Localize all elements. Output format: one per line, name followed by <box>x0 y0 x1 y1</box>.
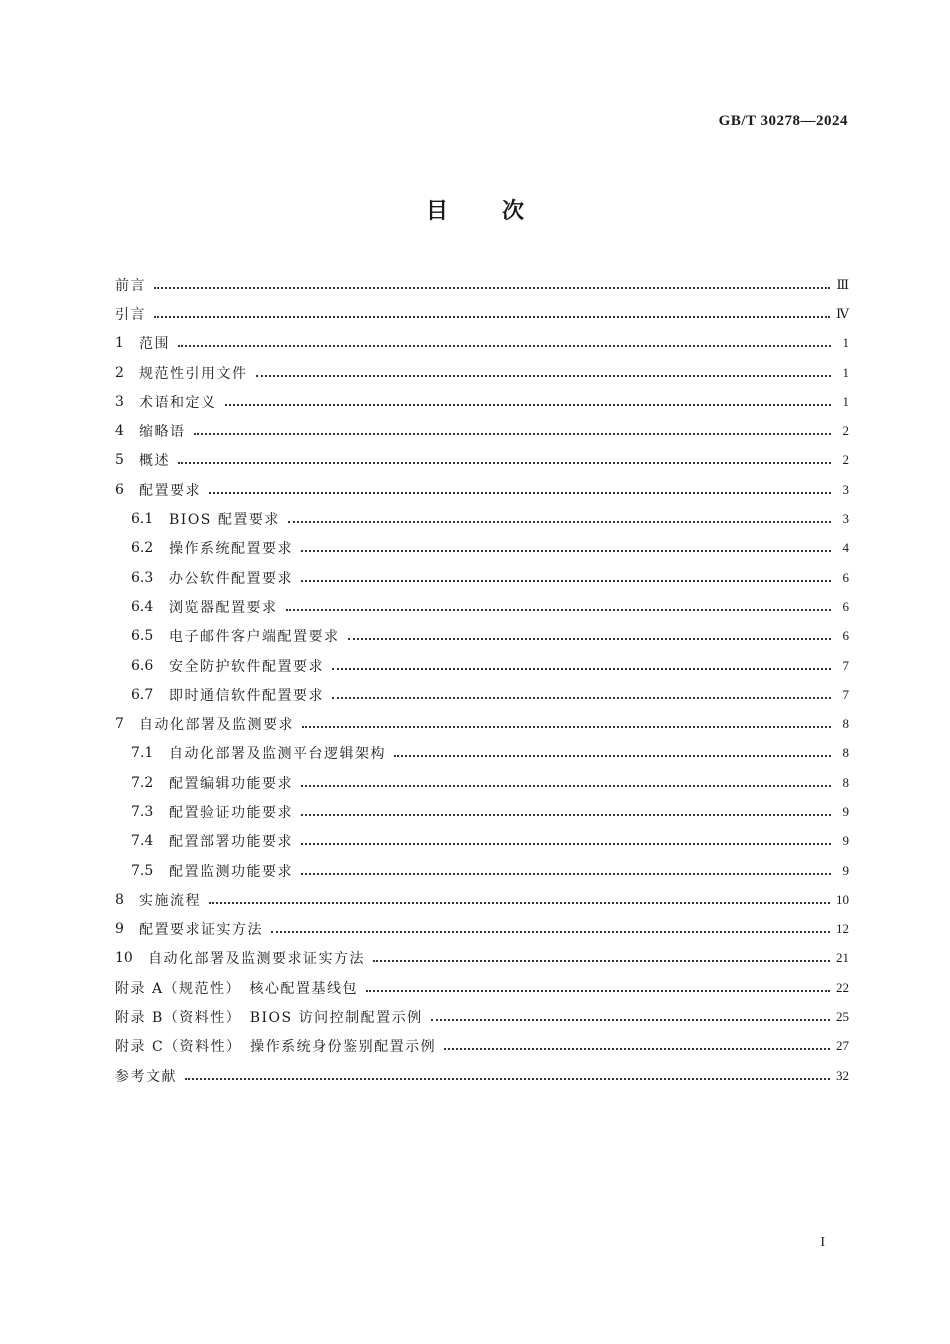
toc-entry-title: 概述 <box>139 453 170 470</box>
toc-entry-title: 附录 C（资料性） 操作系统身份鉴别配置示例 <box>115 1039 437 1056</box>
toc-entry-number: 5 <box>115 452 124 469</box>
toc-dot-leader <box>444 1034 830 1050</box>
toc-entry-title: 自动化部署及监测要求 <box>139 717 294 734</box>
toc-entry-page: 8 <box>842 745 849 761</box>
toc-entry-page: 7 <box>842 657 849 673</box>
footer-page-number: I <box>820 1235 825 1250</box>
toc-dot-leader <box>394 741 831 757</box>
toc-entry-page: 3 <box>842 511 849 527</box>
toc-dot-leader <box>301 566 831 582</box>
toc-dot-leader <box>178 331 831 347</box>
toc-dot-leader <box>366 976 830 992</box>
toc-entry-page: 25 <box>836 1009 849 1025</box>
toc-entry-page: 1 <box>842 364 849 380</box>
toc-list <box>115 270 849 1090</box>
toc-dot-leader <box>286 595 832 611</box>
toc-entry[interactable] <box>115 299 849 328</box>
toc-entry-title: 自动化部署及监测要求证实方法 <box>148 951 365 968</box>
toc-title: 目次 <box>425 199 578 224</box>
toc-entry-page: 12 <box>836 921 849 937</box>
toc-entry-page: 9 <box>842 833 849 849</box>
toc-entry[interactable] <box>115 827 849 856</box>
toc-entry-number: 6.3 <box>131 569 154 586</box>
toc-entry[interactable] <box>115 446 849 475</box>
toc-entry-number: 6.1 <box>131 511 154 528</box>
toc-entry-number: 1 <box>115 335 124 352</box>
toc-entry-number: 7.4 <box>131 833 154 850</box>
toc-entry[interactable] <box>115 915 849 944</box>
toc-entry-number: 6.5 <box>131 628 154 645</box>
toc-entry-page: 6 <box>842 598 849 614</box>
toc-entry[interactable] <box>115 973 849 1002</box>
toc-entry-number: 6.2 <box>131 540 154 557</box>
toc-entry[interactable] <box>115 739 849 768</box>
toc-entry-number: 6 <box>115 481 124 498</box>
toc-dot-leader <box>154 273 830 289</box>
toc-entry-title: BIOS 配置要求 <box>169 512 280 529</box>
toc-dot-leader <box>302 712 831 728</box>
toc-entry-page: Ⅲ <box>836 276 849 292</box>
toc-entry[interactable] <box>115 329 849 358</box>
toc-dot-leader <box>194 419 832 435</box>
toc-entry-title: 配置部署功能要求 <box>169 834 293 851</box>
toc-entry-title: 术语和定义 <box>139 394 217 411</box>
toc-entry-page: 1 <box>842 393 849 409</box>
toc-entry-title: 缩略语 <box>139 424 186 441</box>
toc-entry-number: 7.3 <box>131 803 154 820</box>
toc-entry-title: 配置要求 <box>139 482 201 499</box>
toc-entry-number: 3 <box>115 393 124 410</box>
toc-entry-page: 10 <box>836 891 849 907</box>
toc-entry-title: 附录 A（规范性） 核心配置基线包 <box>115 980 359 997</box>
toc-dot-leader <box>301 536 831 552</box>
toc-entry-page: 9 <box>842 803 849 819</box>
toc-entry[interactable] <box>115 270 849 299</box>
toc-dot-leader <box>209 888 830 904</box>
toc-entry-title: 电子邮件客户端配置要求 <box>169 629 340 646</box>
toc-entry-page: 8 <box>842 774 849 790</box>
toc-entry-title: 自动化部署及监测平台逻辑架构 <box>169 746 386 763</box>
toc-entry[interactable] <box>115 1002 849 1031</box>
toc-entry-number: 6.7 <box>131 686 154 703</box>
toc-entry-number: 2 <box>115 364 124 381</box>
toc-entry-title: 前言 <box>115 277 146 294</box>
toc-entry[interactable] <box>115 387 849 416</box>
toc-entry-title: 配置要求证实方法 <box>139 922 263 939</box>
toc-entry[interactable] <box>115 944 849 973</box>
toc-entry-page: 6 <box>842 569 849 585</box>
toc-dot-leader <box>431 1005 830 1021</box>
toc-dot-leader <box>225 390 832 406</box>
toc-entry-page: 3 <box>842 481 849 497</box>
toc-entry-number: 8 <box>115 891 124 908</box>
toc-entry[interactable] <box>115 416 849 445</box>
toc-dot-leader <box>301 859 831 875</box>
toc-entry-number: 7 <box>115 716 124 733</box>
toc-entry-number: 7.5 <box>131 862 154 879</box>
toc-entry-title: 配置验证功能要求 <box>169 804 293 821</box>
toc-dot-leader <box>373 946 830 962</box>
toc-entry-page: 32 <box>836 1067 849 1083</box>
toc-entry-title: 规范性引用文件 <box>139 365 248 382</box>
toc-entry-title: 引言 <box>115 306 146 323</box>
toc-dot-leader <box>178 448 831 464</box>
toc-entry-page: 2 <box>842 452 849 468</box>
toc-entry-title: 即时通信软件配置要求 <box>169 687 324 704</box>
toc-entry[interactable] <box>115 680 849 709</box>
toc-entry-title: 参考文献 <box>115 1068 177 1085</box>
toc-entry-number: 6.6 <box>131 657 154 674</box>
toc-entry-page: 4 <box>842 540 849 556</box>
toc-entry-page: 1 <box>842 335 849 351</box>
toc-dot-leader <box>348 624 832 640</box>
toc-entry[interactable] <box>115 1032 849 1061</box>
toc-dot-leader <box>154 302 830 318</box>
toc-entry-page: 22 <box>836 979 849 995</box>
toc-entry-page: 2 <box>842 423 849 439</box>
toc-entry[interactable] <box>115 592 849 621</box>
toc-entry-page: 21 <box>836 950 849 966</box>
toc-entry-title: 办公软件配置要求 <box>169 570 293 587</box>
toc-dot-leader <box>185 1064 830 1080</box>
toc-dot-leader <box>271 917 830 933</box>
toc-entry-number: 6.4 <box>131 598 154 615</box>
toc-dot-leader <box>332 683 831 699</box>
toc-entry-title: 附录 B（资料性） BIOS 访问控制配置示例 <box>115 1010 423 1027</box>
toc-entry[interactable] <box>115 534 849 563</box>
toc-dot-leader <box>288 507 831 523</box>
toc-entry[interactable] <box>115 622 849 651</box>
toc-entry[interactable] <box>115 768 849 797</box>
toc-entry[interactable] <box>115 709 849 738</box>
toc-entry[interactable] <box>115 797 849 826</box>
toc-entry-title: 配置监测功能要求 <box>169 863 293 880</box>
toc-entry-title: 浏览器配置要求 <box>169 599 278 616</box>
toc-entry[interactable] <box>115 358 849 387</box>
toc-entry-page: 6 <box>842 628 849 644</box>
toc-entry-page: Ⅳ <box>836 305 849 321</box>
toc-dot-leader <box>256 361 832 377</box>
toc-dot-leader <box>209 478 831 494</box>
toc-entry-title: 安全防护软件配置要求 <box>169 658 324 675</box>
toc-entry-title: 操作系统配置要求 <box>169 541 293 558</box>
toc-dot-leader <box>301 829 831 845</box>
toc-entry-number: 7.2 <box>131 774 154 791</box>
toc-entry-title: 配置编辑功能要求 <box>169 775 293 792</box>
toc-entry-page: 27 <box>836 1038 849 1054</box>
toc-entry-page: 7 <box>842 686 849 702</box>
toc-entry-title: 范围 <box>139 336 170 353</box>
toc-entry-title: 实施流程 <box>139 892 201 909</box>
toc-entry-number: 9 <box>115 921 124 938</box>
toc-entry[interactable] <box>115 475 849 504</box>
toc-entry[interactable] <box>115 1061 849 1090</box>
toc-entry[interactable] <box>115 651 849 680</box>
toc-entry-number: 10 <box>115 950 133 967</box>
toc-entry[interactable] <box>115 563 849 592</box>
toc-entry[interactable] <box>115 856 849 885</box>
toc-entry-page: 9 <box>842 862 849 878</box>
toc-dot-leader <box>332 654 831 670</box>
toc-entry-number: 7.1 <box>131 745 154 762</box>
toc-entry[interactable] <box>115 885 849 914</box>
toc-entry[interactable] <box>115 504 849 533</box>
toc-dot-leader <box>301 800 831 816</box>
document-number: GB/T 30278—2024 <box>718 113 848 129</box>
toc-entry-page: 8 <box>842 716 849 732</box>
toc-entry-number: 4 <box>115 423 124 440</box>
toc-dot-leader <box>301 771 831 787</box>
